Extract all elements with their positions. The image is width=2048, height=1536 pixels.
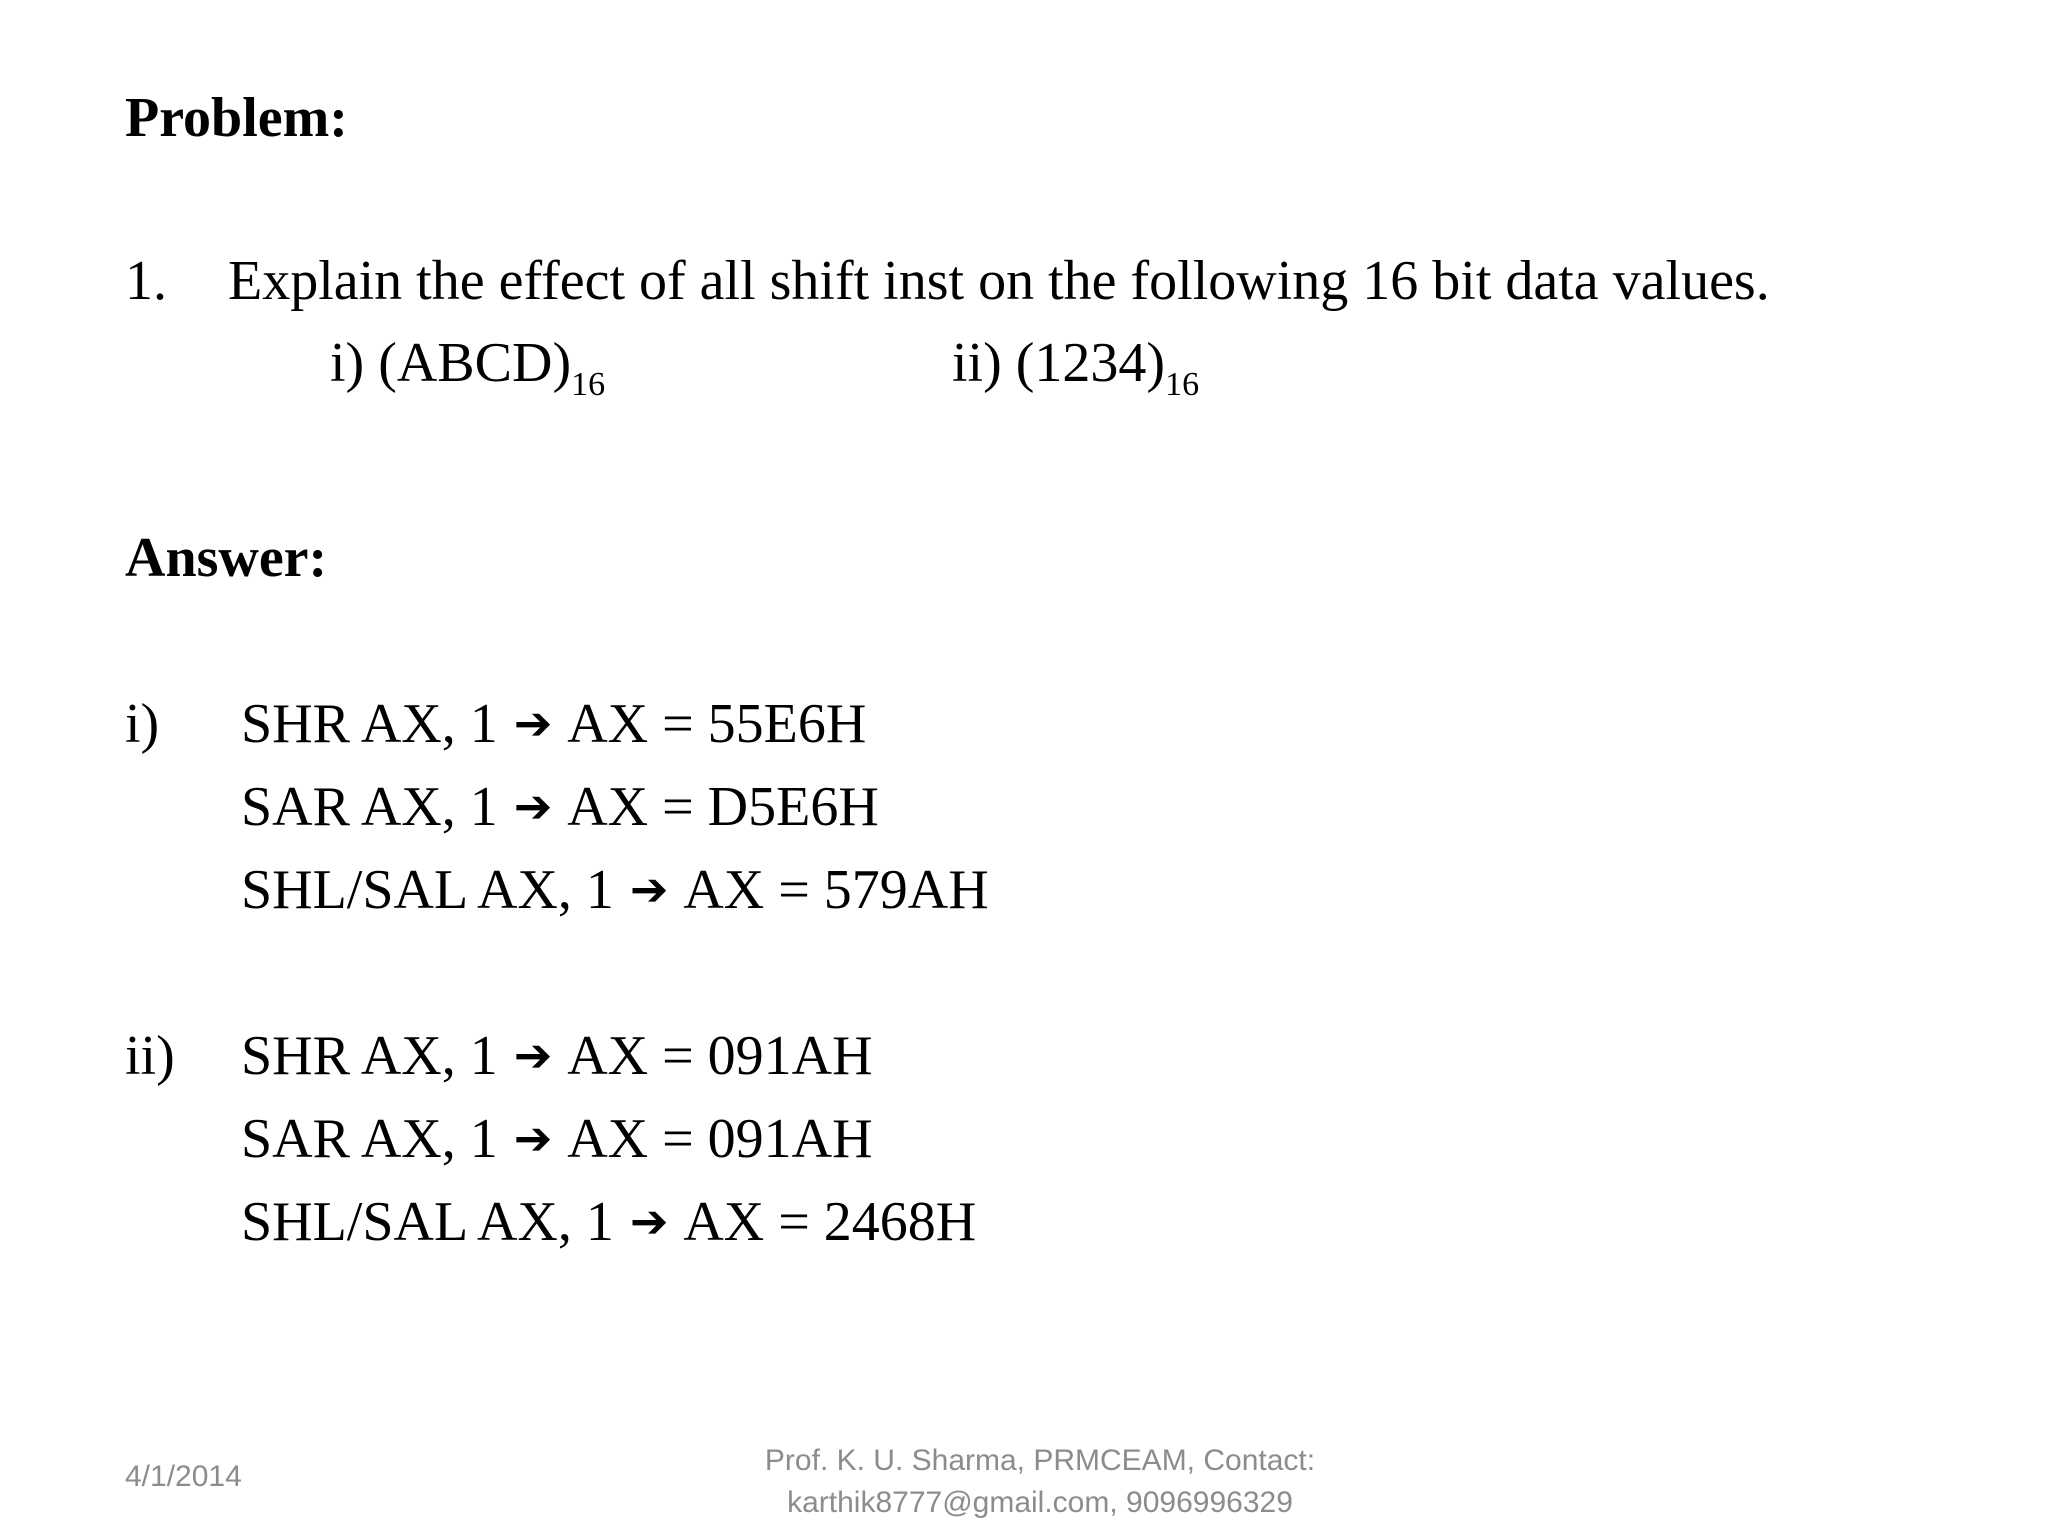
footer-date: 4/1/2014 (125, 1460, 242, 1493)
option-base: 16 (571, 366, 606, 403)
question-option-1 (330, 332, 606, 403)
right-arrow-icon: ➔ (513, 779, 553, 833)
result: AX = 091AH (567, 1025, 873, 1087)
result: AX = D5E6H (567, 776, 879, 838)
right-arrow-icon: ➔ (629, 862, 669, 916)
option-marker: i) (330, 332, 365, 394)
result: AX = 091AH (567, 1108, 873, 1170)
answer-line (241, 776, 879, 838)
question-number: 1. (125, 250, 167, 312)
answer-line (241, 1108, 873, 1170)
answer-line (241, 693, 867, 755)
option-value: (1234) (1015, 332, 1166, 394)
answer-line (241, 1025, 873, 1087)
problem-heading: Problem: (125, 87, 348, 149)
answer-line (241, 859, 989, 921)
instruction: SHR AX, 1 (241, 693, 498, 755)
instruction: SHL/SAL AX, 1 (241, 1191, 614, 1253)
footer-credit (700, 1440, 1380, 1524)
question-option-2 (952, 332, 1200, 403)
right-arrow-icon: ➔ (513, 1111, 553, 1165)
instruction: SHR AX, 1 (241, 1025, 498, 1087)
option-marker: ii) (952, 332, 1002, 394)
right-arrow-icon: ➔ (629, 1194, 669, 1248)
option-value: (ABCD) (378, 332, 572, 394)
right-arrow-icon: ➔ (513, 1028, 553, 1082)
footer-credit-line1: Prof. K. U. Sharma, PRMCEAM, Contact: (764, 1444, 1316, 1477)
instruction: SAR AX, 1 (241, 776, 498, 838)
right-arrow-icon: ➔ (513, 696, 553, 750)
answer-group-marker: ii) (125, 1025, 175, 1087)
footer-credit-line2: karthik8777@gmail.com, 9096996329 (787, 1486, 1293, 1519)
answer-line (241, 1191, 977, 1253)
instruction: SAR AX, 1 (241, 1108, 498, 1170)
result: AX = 579AH (683, 859, 989, 921)
result: AX = 2468H (683, 1191, 977, 1253)
question-text: Explain the effect of all shift inst on the following 16 bit data values. (228, 250, 1770, 312)
answer-heading: Answer: (125, 527, 328, 589)
option-base: 16 (1165, 366, 1200, 403)
answer-group-marker: i) (125, 693, 160, 755)
instruction: SHL/SAL AX, 1 (241, 859, 614, 921)
result: AX = 55E6H (567, 693, 867, 755)
